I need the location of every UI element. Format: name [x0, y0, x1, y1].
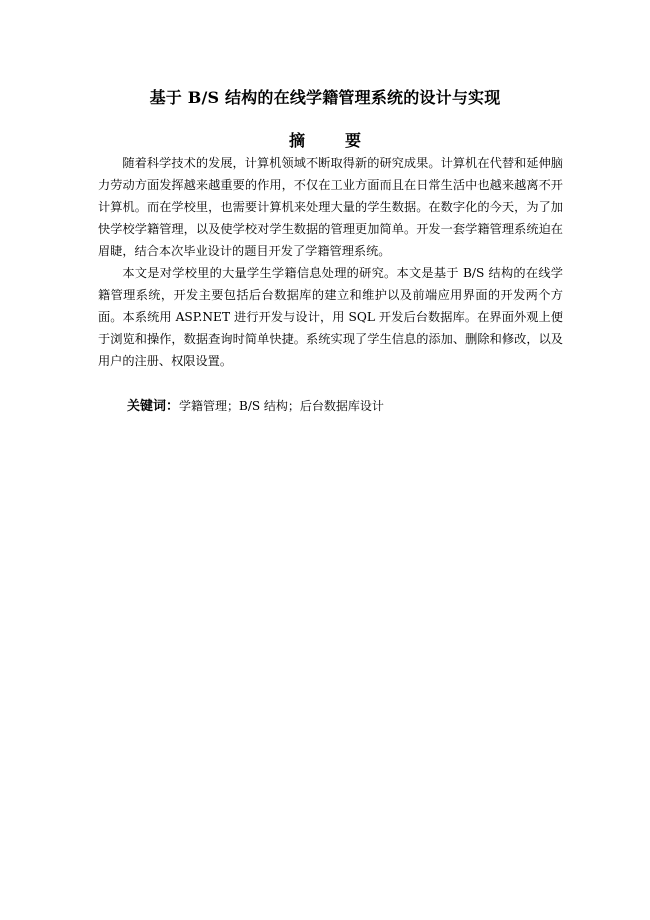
abstract-body [98, 152, 563, 372]
abstract-paragraph-2: 本文是对学校里的大量学生学籍信息处理的研究。本文是基于 B/S 结构的在线学籍管理系统，开发主要包括后台数据库的建立和维护以及前端应用界面的开发两个方面。本系统用 ASP.NET 进行开发与设计，用 SQL 开发后台数据库。在界面外观上便于浏览和操作，数据查询时简单快捷。系统实现了学生信息的添加、删除和修改，以及用户的注册、权限设置。 [98, 266, 563, 368]
keywords-value: 学籍管理；B/S 结构；后台数据库设计 [179, 399, 384, 413]
abstract-paragraph-1: 随着科学技术的发展，计算机领域不断取得新的研究成果。计算机在代替和延伸脑力劳动方面发挥越来越重要的作用，不仅在工业方面而且在日常生活中也越来越离不开计算机。而在学校里，也需要计算机来处理大量的学生数据。在数字化的今天，为了加快学校学籍管理，以及使学校对学生数据的管理更加简单。开发一套学籍管理系统迫在眉睫，结合本次毕业设计的题目开发了学籍管理系统。 [98, 156, 563, 258]
keywords-line [127, 397, 567, 416]
document-title: 基于 B/S 结构的在线学籍管理系统的设计与实现 [149, 88, 501, 107]
keywords-label: 关键词： [127, 399, 180, 414]
abstract-heading [0, 131, 650, 151]
abstract-heading-char-1: 摘 [288, 131, 305, 150]
abstract-heading-char-2: 要 [345, 131, 362, 150]
